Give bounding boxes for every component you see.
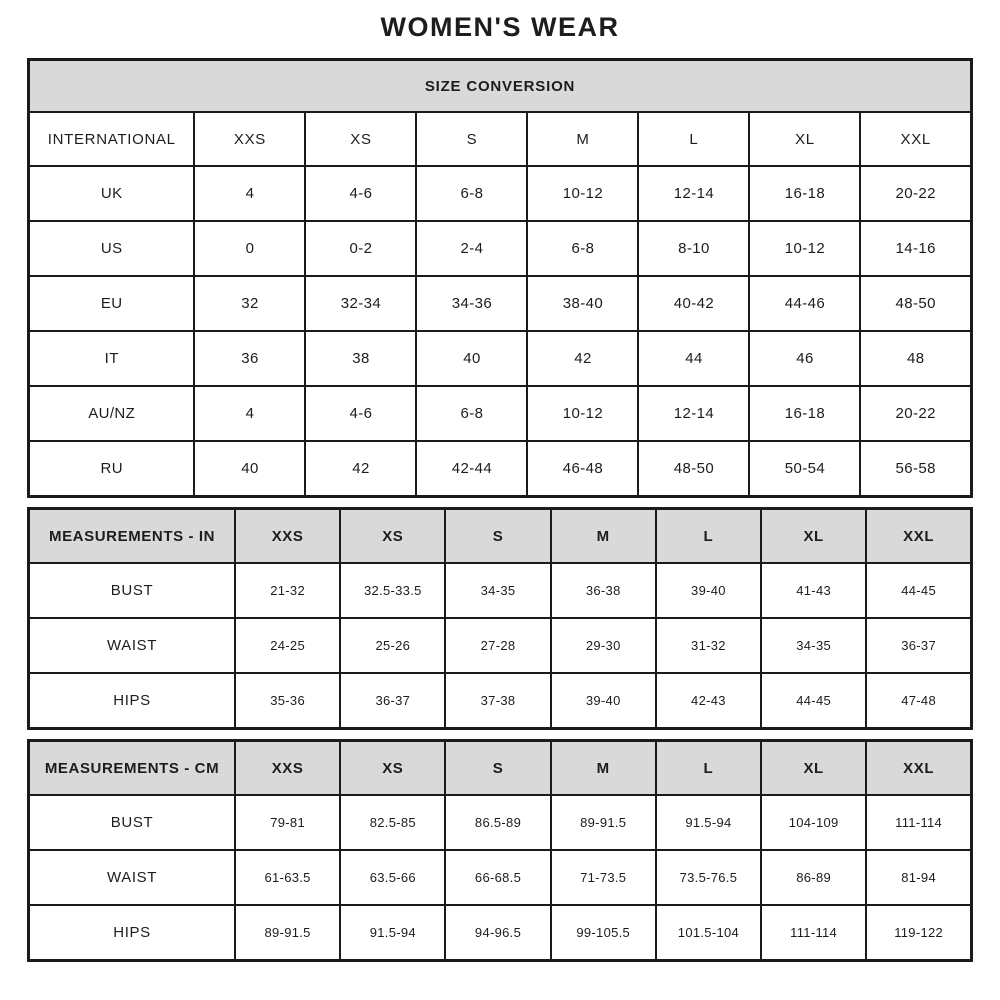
measurements-in-body	[29, 563, 972, 729]
table-cell: 32-34	[305, 276, 416, 331]
table-cell: 86-89	[761, 850, 866, 905]
table-row	[29, 331, 972, 386]
table-cell: 56-58	[860, 441, 971, 497]
table-row	[29, 618, 972, 673]
table-cell: 94-96.5	[445, 905, 550, 961]
table-row	[29, 386, 972, 441]
table-cell: 99-105.5	[551, 905, 656, 961]
row-label: WAIST	[29, 618, 236, 673]
row-label: HIPS	[29, 673, 236, 729]
column-header: XL	[749, 112, 860, 166]
table-cell: 4-6	[305, 166, 416, 221]
table-cell: 82.5-85	[340, 795, 445, 850]
table-cell: 39-40	[656, 563, 761, 618]
table-cell: 37-38	[445, 673, 550, 729]
column-header: XXL	[866, 741, 971, 796]
row-label: US	[29, 221, 195, 276]
table-cell: 36-37	[866, 618, 971, 673]
table-cell: 35-36	[235, 673, 340, 729]
table-cell: 12-14	[638, 166, 749, 221]
table-row	[29, 276, 972, 331]
table-cell: 40-42	[638, 276, 749, 331]
table-cell: 41-43	[761, 563, 866, 618]
column-header: L	[638, 112, 749, 166]
table-cell: 111-114	[866, 795, 971, 850]
table-cell: 73.5-76.5	[656, 850, 761, 905]
table-cell: 34-36	[416, 276, 527, 331]
table-cell: 6-8	[527, 221, 638, 276]
table-cell: 39-40	[551, 673, 656, 729]
table-cell: 4	[194, 386, 305, 441]
row-label: AU/NZ	[29, 386, 195, 441]
table-row	[29, 441, 972, 497]
table-row	[29, 221, 972, 276]
table-cell: 89-91.5	[551, 795, 656, 850]
column-header: L	[656, 509, 761, 564]
column-header: XS	[305, 112, 416, 166]
table-cell: 48-50	[638, 441, 749, 497]
measurements-cm-body	[29, 795, 972, 961]
table-cell: 21-32	[235, 563, 340, 618]
table-cell: 36-37	[340, 673, 445, 729]
table-cell: 4-6	[305, 386, 416, 441]
table-cell: 27-28	[445, 618, 550, 673]
table-cell: 8-10	[638, 221, 749, 276]
table-cell: 61-63.5	[235, 850, 340, 905]
table-cell: 0	[194, 221, 305, 276]
measurements-in-table	[27, 507, 973, 730]
size-conversion-body	[29, 166, 972, 497]
table-cell: 24-25	[235, 618, 340, 673]
table-cell: 10-12	[527, 166, 638, 221]
measurements-cm-header-row	[29, 741, 972, 796]
column-header: S	[445, 509, 550, 564]
table-row	[29, 673, 972, 729]
row-label: HIPS	[29, 905, 236, 961]
measurements-in-header-row	[29, 509, 972, 564]
table-cell: 101.5-104	[656, 905, 761, 961]
table-cell: 42-44	[416, 441, 527, 497]
table-cell: 29-30	[551, 618, 656, 673]
table-cell: 42-43	[656, 673, 761, 729]
table-cell: 6-8	[416, 386, 527, 441]
table-cell: 4	[194, 166, 305, 221]
size-conversion-banner-row	[29, 60, 972, 113]
table-cell: 50-54	[749, 441, 860, 497]
table-cell: 32.5-33.5	[340, 563, 445, 618]
table-cell: 44-46	[749, 276, 860, 331]
table-cell: 40	[416, 331, 527, 386]
column-header: INTERNATIONAL	[29, 112, 195, 166]
size-conversion-table	[27, 58, 973, 498]
table-cell: 71-73.5	[551, 850, 656, 905]
size-conversion-title: SIZE CONVERSION	[29, 60, 972, 113]
table-cell: 91.5-94	[656, 795, 761, 850]
table-cell: 111-114	[761, 905, 866, 961]
table-cell: 0-2	[305, 221, 416, 276]
table-cell: 81-94	[866, 850, 971, 905]
table-cell: 104-109	[761, 795, 866, 850]
table-row	[29, 563, 972, 618]
table-cell: 40	[194, 441, 305, 497]
table-cell: 119-122	[866, 905, 971, 961]
table-cell: 79-81	[235, 795, 340, 850]
table-cell: 36	[194, 331, 305, 386]
table-cell: 20-22	[860, 386, 971, 441]
table-cell: 14-16	[860, 221, 971, 276]
column-header: XXL	[866, 509, 971, 564]
row-label: BUST	[29, 795, 236, 850]
size-conversion-columns-row	[29, 112, 972, 166]
column-header: S	[445, 741, 550, 796]
column-header: M	[527, 112, 638, 166]
row-label: BUST	[29, 563, 236, 618]
table-cell: 38	[305, 331, 416, 386]
table-cell: 42	[527, 331, 638, 386]
column-header: M	[551, 741, 656, 796]
table-cell: 66-68.5	[445, 850, 550, 905]
column-header: XS	[340, 741, 445, 796]
table-cell: 38-40	[527, 276, 638, 331]
column-header: XXS	[194, 112, 305, 166]
table-cell: 48	[860, 331, 971, 386]
column-header: XXS	[235, 509, 340, 564]
page-title: WOMEN'S WEAR	[380, 12, 620, 42]
table-cell: 20-22	[860, 166, 971, 221]
row-label: RU	[29, 441, 195, 497]
column-header: XXL	[860, 112, 971, 166]
table-cell: 91.5-94	[340, 905, 445, 961]
table-cell: 34-35	[445, 563, 550, 618]
table-cell: 16-18	[749, 166, 860, 221]
table-cell: 36-38	[551, 563, 656, 618]
column-header: S	[416, 112, 527, 166]
column-header: XL	[761, 741, 866, 796]
column-header: XXS	[235, 741, 340, 796]
table-cell: 2-4	[416, 221, 527, 276]
row-label: UK	[29, 166, 195, 221]
table-cell: 44-45	[761, 673, 866, 729]
table-cell: 12-14	[638, 386, 749, 441]
table-cell: 25-26	[340, 618, 445, 673]
column-header: L	[656, 741, 761, 796]
row-label: EU	[29, 276, 195, 331]
table-cell: 46-48	[527, 441, 638, 497]
table-cell: 86.5-89	[445, 795, 550, 850]
table-row	[29, 795, 972, 850]
table-cell: 44	[638, 331, 749, 386]
row-label: IT	[29, 331, 195, 386]
table-row	[29, 166, 972, 221]
column-header: M	[551, 509, 656, 564]
measurements-cm-table	[27, 739, 973, 962]
table-cell: 48-50	[860, 276, 971, 331]
table-cell: 44-45	[866, 563, 971, 618]
table-row	[29, 850, 972, 905]
table-cell: 10-12	[527, 386, 638, 441]
table-cell: 31-32	[656, 618, 761, 673]
table-cell: 89-91.5	[235, 905, 340, 961]
table-cell: 46	[749, 331, 860, 386]
measurements-in-title: MEASUREMENTS - IN	[29, 509, 236, 564]
table-cell: 63.5-66	[340, 850, 445, 905]
column-header: XL	[761, 509, 866, 564]
measurements-cm-title: MEASUREMENTS - CM	[29, 741, 236, 796]
table-cell: 16-18	[749, 386, 860, 441]
table-cell: 32	[194, 276, 305, 331]
column-header: XS	[340, 509, 445, 564]
table-row	[29, 905, 972, 961]
table-cell: 47-48	[866, 673, 971, 729]
table-cell: 42	[305, 441, 416, 497]
table-cell: 34-35	[761, 618, 866, 673]
row-label: WAIST	[29, 850, 236, 905]
table-cell: 10-12	[749, 221, 860, 276]
table-cell: 6-8	[416, 166, 527, 221]
